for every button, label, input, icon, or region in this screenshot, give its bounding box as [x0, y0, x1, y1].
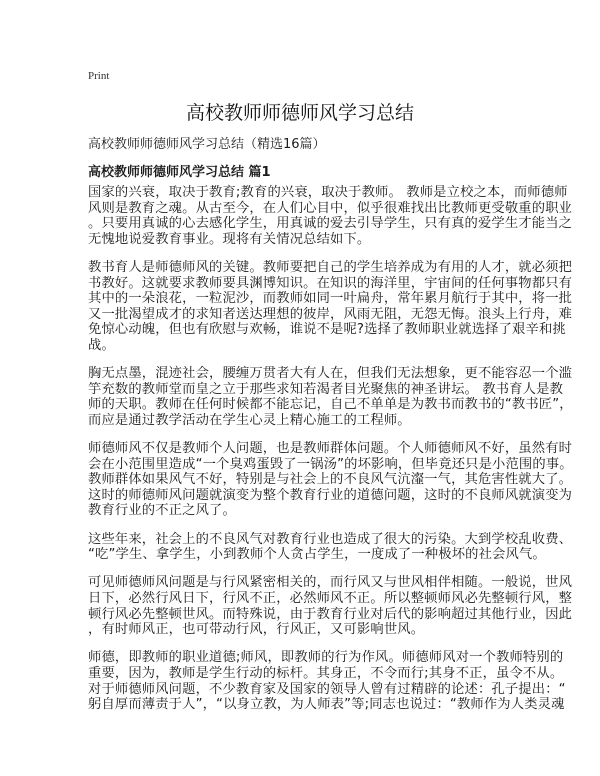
paragraph-line: 又一批渴望成才的求知者送达理想的彼岸，风雨无阻，无怨无悔。浪头上行舟，难 [88, 306, 573, 322]
paragraph [88, 650, 566, 713]
paragraph-line: 教育行业的不正之风了。 [88, 503, 236, 519]
print-label[interactable]: Print [88, 70, 110, 82]
paragraph-line: 。只要用真诚的心去感化学生，用真诚的爱去引导学生，只有真的爱学生才能当之 [88, 216, 573, 232]
paragraph-line: 书教好。这就要求教师要具渊博知识。在知识的海洋里，宇宙间的任何事物都只有 [88, 275, 573, 291]
paragraph-line: ，有时师风正，也可带动行风，行风正，又可影响世风。 [88, 622, 425, 638]
paragraph-line: 会在小范围里造成“一个臭鸡蛋毁了一锅汤”的坏影响，但毕竟还只是小范围的事。 [88, 456, 573, 472]
paragraph-line: 竽充数的教师堂而皇之立于那些求知若渴者目光聚焦的神圣讲坛。 教书育人是教 [88, 381, 564, 397]
paragraph-line: 师的天职。教师在任何时候都不能忘记，自己不单单是为教书而教书的“教书匠”， [88, 397, 573, 413]
paragraph-line: 可见师德师风问题是与行风紧密相关的，而行风又与世风相伴相随。一般说，世风 [88, 575, 573, 591]
paragraph-line: 师德师风不仅是教师个人问题，也是教师群体问题。个人师德师风不好，虽然有时 [88, 441, 573, 457]
paragraph-line: 教师群体如果风气不好，特别是与社会上的不良风气沆瀣一气，其危害性就大了。 [88, 472, 573, 488]
paragraph-line: 教书育人是师德师风的关键。教师要把自己的学生培养成为有用的人才，就必须把 [88, 259, 573, 275]
paragraph-line: 日下，必然行风日下，行风不正，必然师风不正。所以整顿师风必先整顿行风，整 [88, 591, 573, 607]
document-subtitle: 高校教师师德师风学习总结（精选16篇） [88, 137, 326, 152]
paragraph-line: 这些年来，社会上的不良风气对教育行业也造成了很大的污染。大到学校乱收费、 [88, 531, 573, 547]
paragraph [88, 531, 573, 563]
paragraph-line: 风则是教育之魂。从古至今，在人们心目中，似乎很难找出比教师更受敬重的职业 [88, 200, 573, 216]
paragraph-line: 躬自厚而薄责于人”，“以身立教，为人师表”等;同志也说过：“教师作为人类灵魂 [88, 697, 565, 713]
paragraph-line: 无愧地说爱教育事业。现将有关情况总结如下。 [88, 231, 371, 247]
paragraph-line: 对于师德师风问题，不少教育家及国家的领导人曾有过精辟的论述：孔子提出：“ [88, 681, 566, 697]
paragraph [88, 185, 573, 247]
paragraph-line: 这时的师德师风问题就演变为整个教育行业的道德问题，这时的不良师风就演变为 [88, 487, 573, 503]
paragraph [88, 366, 573, 428]
paragraph-line: 顿行风必先整顿世风。而特殊说，由于教育行业对后代的影响超过其他行业，因此 [88, 606, 573, 622]
paragraph-line: 重要，因为，教师是学生行动的标杆。其身正，不令而行;其身不正，虽令不从。 [88, 666, 564, 681]
paragraph [88, 259, 573, 354]
document-body [88, 185, 573, 725]
paragraph-line: 胸无点墨，混迹社会，腰缠万贯者大有人在，但我们无法想象，更不能容忍一个滥 [88, 366, 573, 382]
paragraph-line: 国家的兴衰，取决于教育;教育的兴衰，取决于教师。 教师是立校之本，而师德师 [88, 185, 568, 200]
paragraph [88, 441, 573, 519]
section-heading: 高校教师师德师风学习总结 篇1 [88, 165, 271, 180]
paragraph-line: “吃”学生、拿学生，小到教师个人贪占学生，一度成了一种极坏的社会风气。 [88, 547, 546, 563]
document-title: 高校教师师德师风学习总结 [185, 102, 414, 124]
paragraph-line: 师德，即教师的职业道德;师风，即教师的行为作风。师德师风对一个教师特别的 [88, 650, 564, 666]
paragraph-line: 其中的一朵浪花，一粒泥沙，而教师如同一叶扁舟，常年累月航行于其中，将一批 [88, 291, 573, 307]
paragraph-line: 免惊心动魄，但也有欣慰与欢畅，谁说不是呢?选择了教师职业就选择了艰辛和挑 [88, 322, 566, 338]
paragraph [88, 575, 573, 638]
paragraph-line: 而应是通过教学活动在学生心灵上精心施工的工程师。 [88, 412, 411, 428]
paragraph-line: 战。 [88, 337, 115, 353]
